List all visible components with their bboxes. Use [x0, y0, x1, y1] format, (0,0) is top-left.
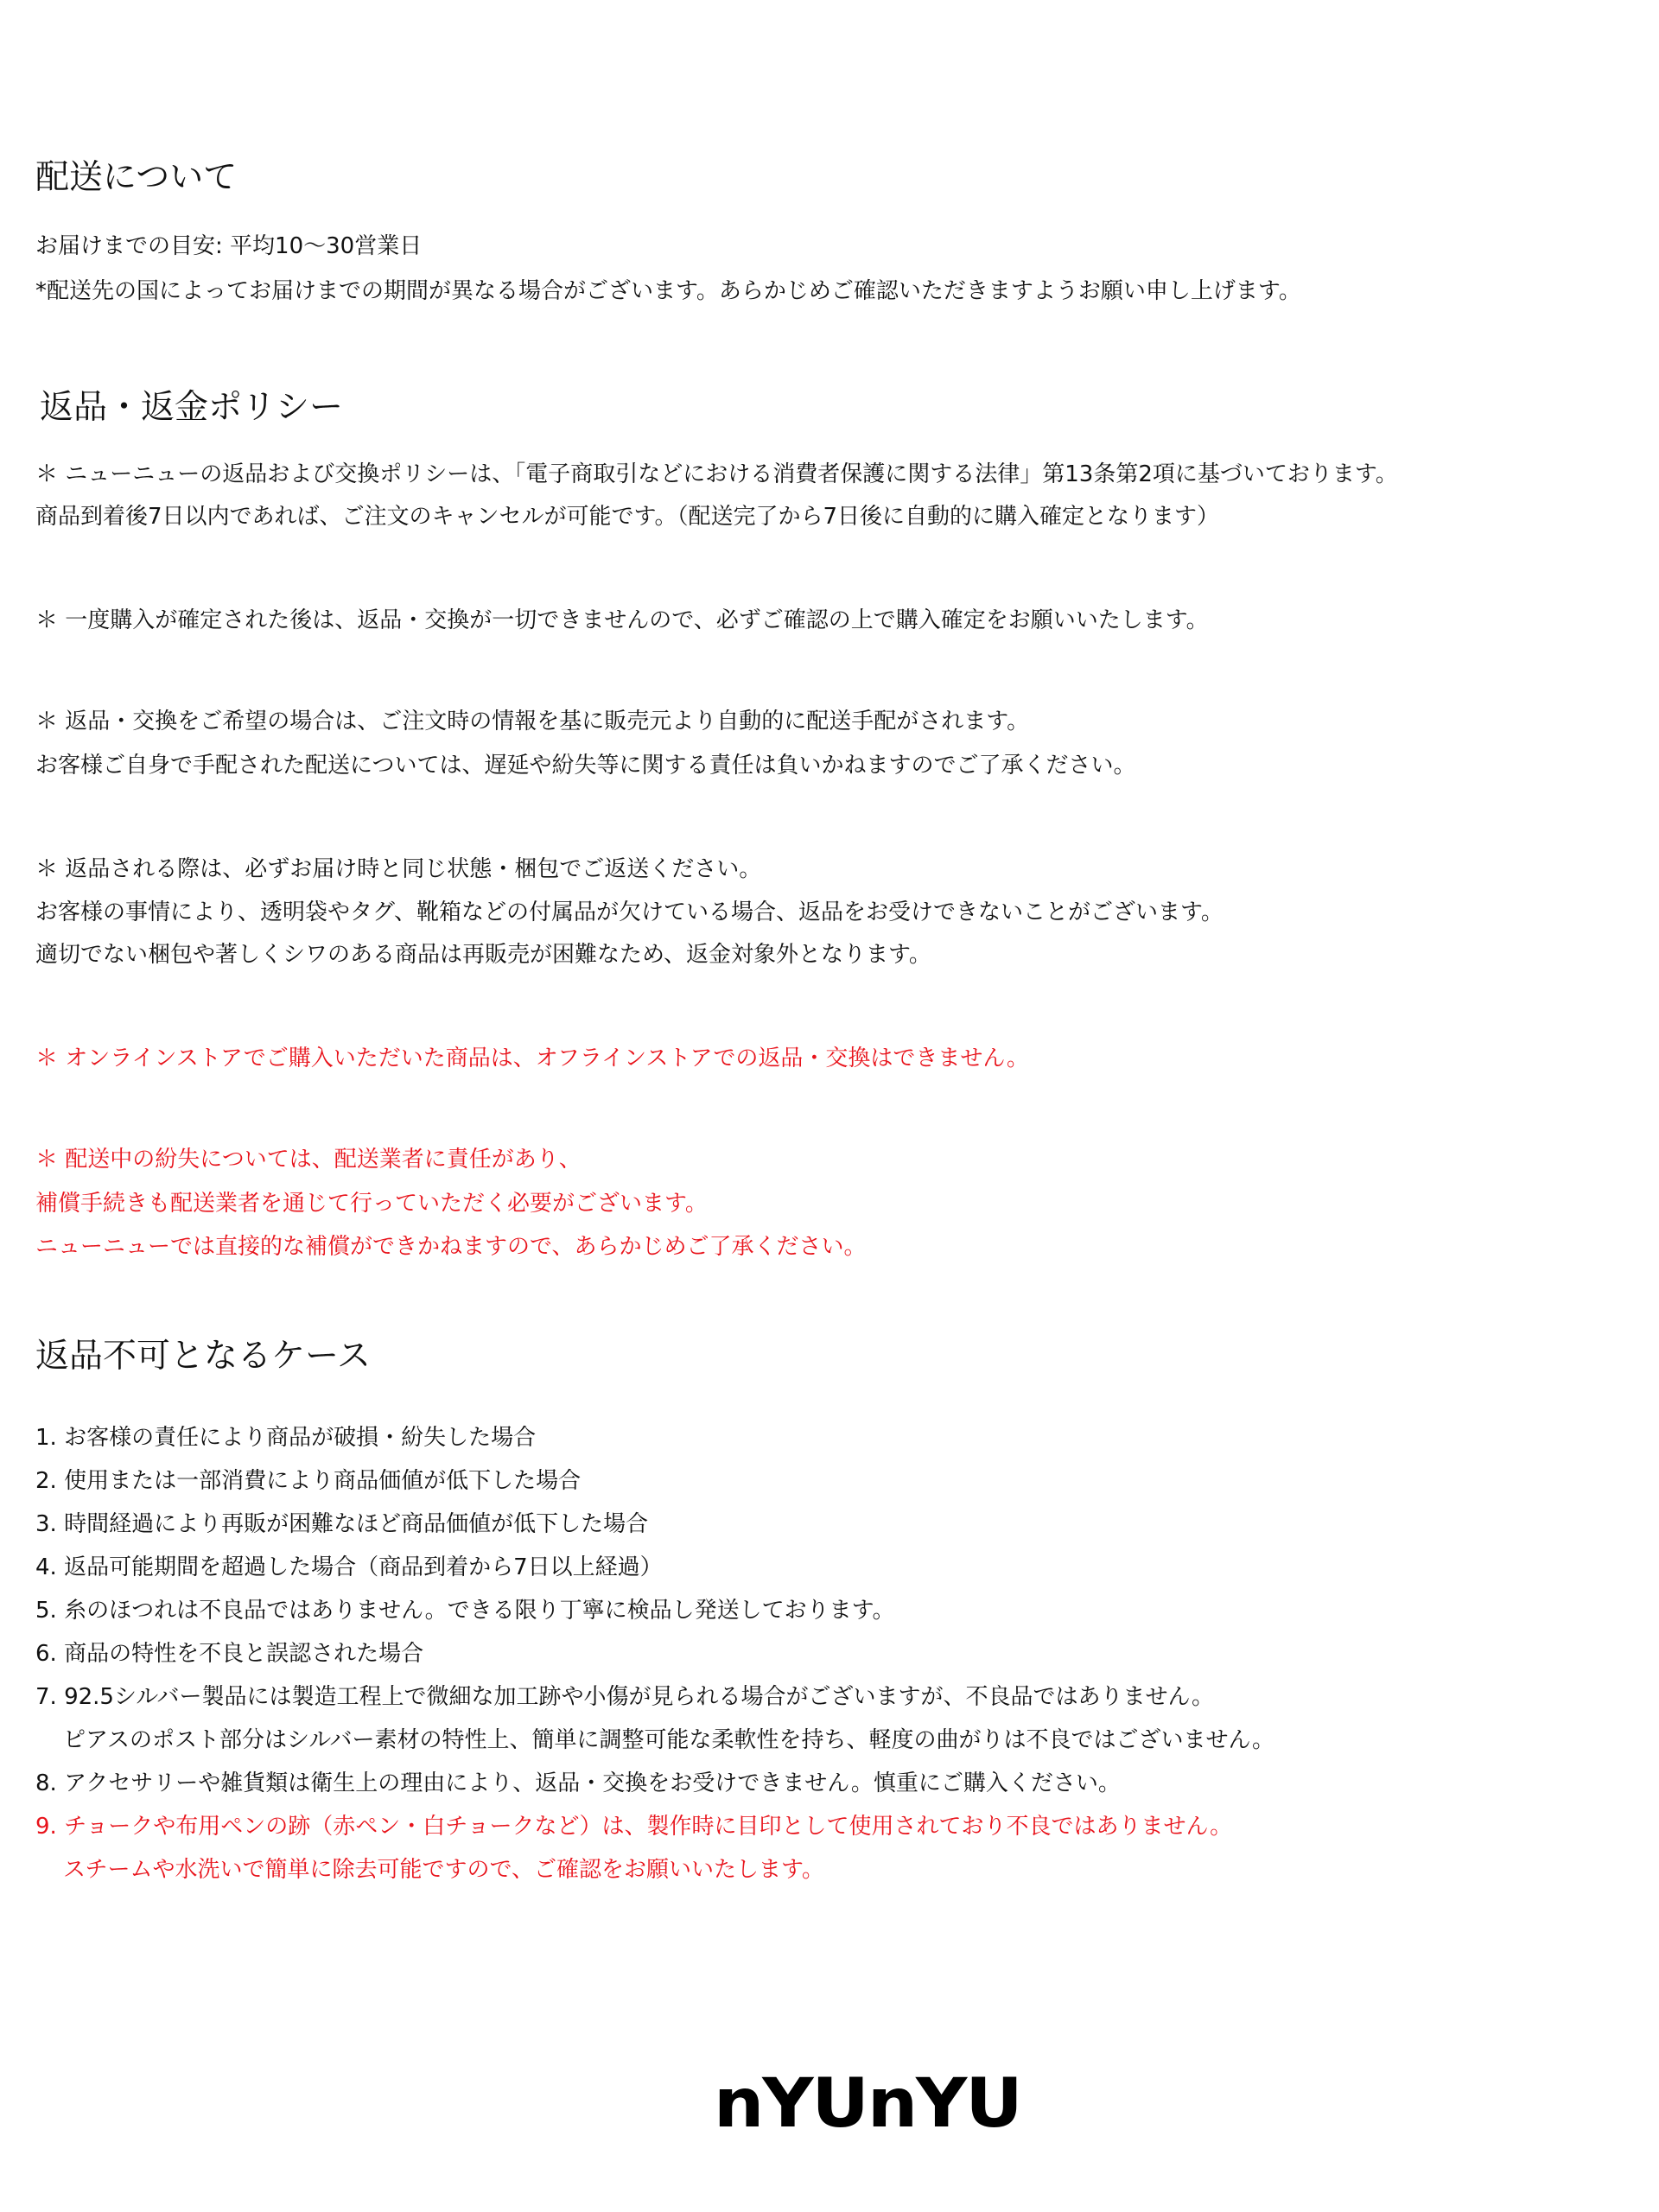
case-item: 2. 使用または一部消費により商品価値が低下した場合: [35, 1468, 582, 1494]
non-returnable-title: 返品不可となるケース: [35, 1337, 372, 1376]
shipping-title: 配送について: [35, 158, 238, 197]
case-item: 7. 92.5シルバー製品には製造工程上で微細な加工跡や小傷が見られる場合がございますが、不良品ではありません。: [35, 1684, 1215, 1710]
returns-title: 返品・返金ポリシー: [40, 388, 344, 427]
case-item: 8. アクセサリーや雑貨類は衛生上の理由により、返品・交換をお受けできません。慎重にご購入ください。: [35, 1770, 1121, 1796]
shipping-line: お届けまでの目安: 平均10〜30営業日: [35, 233, 423, 259]
case-item: 4. 返品可能期間を超過した場合（商品到着から7日以上経過）: [35, 1554, 663, 1580]
returns-paragraph-line: 商品到着後7日以内であれば、ご注文のキャンセルが可能です。（配送完了から7日後に自動的に購入確定となります）: [35, 504, 1220, 530]
case-item-warning-continuation: スチームや水洗いで簡単に除去可能ですので、ご確認をお願いいたします。: [63, 1857, 824, 1883]
returns-warning-line: 補償手続きも配送業者を通じて行っていただく必要がございます。: [35, 1191, 708, 1217]
returns-paragraph-line: 適切でない梱包や著しくシワのある商品は再販売が困難なため、返金対象外となります。: [35, 942, 931, 968]
nyunyu-logo: nYUnYU: [714, 2065, 1021, 2143]
returns-warning-line: ＊ 配送中の紛失については、配送業者に責任があり、: [35, 1147, 582, 1173]
returns-paragraph-line: ＊ 返品される際は、必ずお届け時と同じ状態・梱包でご返送ください。: [35, 856, 762, 882]
case-item-continuation: ピアスのポスト部分はシルバー素材の特性上、簡単に調整可能な柔軟性を持ち、軽度の曲がりは不良ではございません。: [63, 1727, 1275, 1753]
case-item: 1. お客様の責任により商品が破損・紛失した場合: [35, 1425, 537, 1451]
returns-paragraph-line: ＊ 一度購入が確定された後は、返品・交換が一切できませんので、必ずご確認の上で購入確定をお願いいたします。: [35, 607, 1209, 633]
returns-paragraph-line: お客様ご自身で手配された配送については、遅延や紛失等に関する責任は負いかねますのでご了承ください。: [35, 753, 1136, 779]
case-item: 5. 糸のほつれは不良品ではありません。できる限り丁寧に検品し発送しております。: [35, 1598, 895, 1624]
returns-paragraph-line: ＊ 返品・交換をご希望の場合は、ご注文時の情報を基に販売元より自動的に配送手配がされます。: [35, 709, 1030, 734]
returns-paragraph-line: お客様の事情により、透明袋やタグ、靴箱などの付属品が欠けている場合、返品をお受けできないことがございます。: [35, 899, 1224, 925]
returns-warning-line: ＊ オンラインストアでご購入いただいた商品は、オフラインストアでの返品・交換はできません。: [35, 1046, 1029, 1071]
case-item: 6. 商品の特性を不良と誤認された場合: [35, 1641, 424, 1667]
case-item-warning: 9. チョークや布用ペンの跡（赤ペン・白チョークなど）は、製作時に目印として使用されており不良ではありません。: [35, 1814, 1233, 1840]
case-item: 3. 時間経過により再販が困難なほど商品価値が低下した場合: [35, 1511, 649, 1537]
shipping-line: *配送先の国によってお届けまでの期間が異なる場合がございます。あらかじめご確認いただきますようお願い申し上げます。: [35, 278, 1301, 304]
returns-warning-line: ニューニューでは直接的な補償ができかねますので、あらかじめご了承ください。: [35, 1234, 867, 1260]
returns-paragraph-line: ＊ ニューニューの返品および交換ポリシーは、「電子商取引などにおける消費者保護に関する法律」第13条第2項に基づいております。: [35, 461, 1398, 487]
